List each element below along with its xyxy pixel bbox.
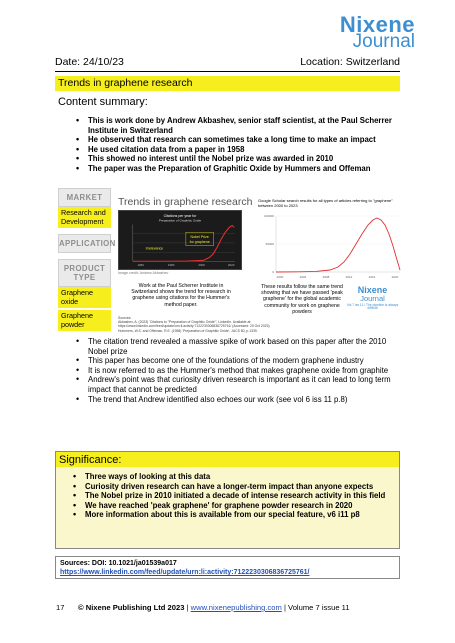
footer-website-link[interactable]: www.nixenepublishing.com (190, 603, 282, 612)
article-title: Trends in graphene research (55, 76, 400, 91)
footer-separator: | (281, 603, 289, 612)
significance-box (55, 451, 400, 549)
page-footer (56, 603, 401, 612)
list-item: • It is now referred to as the Hummer's method that makes graphene oxide from graphite (74, 366, 400, 376)
citations-chart (118, 210, 242, 270)
list-item: • He observed that research can sometimes take a long time to make an impact (74, 135, 400, 145)
small-logo-suffix: Journal (360, 294, 385, 303)
figure-sources (118, 316, 343, 333)
chart2-x-tick: 2020 (391, 275, 399, 279)
chart2-y-tick: 100000 (263, 214, 274, 218)
observation-list (74, 337, 400, 404)
chart2-x-tick: 2012 (345, 275, 353, 279)
classification-panel (58, 188, 116, 331)
chart1-annotation-right-2: for graphene (189, 239, 210, 244)
figure-source-line: Sources: (118, 316, 132, 320)
list-item: • The citation trend revealed a massive spike of work based on this paper after the 2010 Nobel prize (74, 337, 400, 356)
nixene-journal-logo (340, 14, 415, 51)
sources-box (55, 556, 400, 579)
chart1-x-tick: 1980 (167, 263, 175, 268)
footer-separator: | (184, 603, 191, 612)
small-logo-brand: Nixene (357, 285, 388, 295)
significance-list (71, 472, 397, 520)
figure-title: Trends in graphene research (118, 196, 253, 208)
product-type-header: PRODUCT TYPE (58, 259, 111, 287)
sources-doi: Sources: DOI: 10.1021/ja01539a017 (60, 560, 177, 567)
logo-suffix: Journal (352, 31, 415, 52)
chart2-x-tick: 2016 (368, 275, 376, 279)
chart2-caption: These results follow the same trend showing that we have passed 'peak graphene' for the global academic community for work on graphene powders (261, 284, 343, 315)
chart1-annotation-left: Irrelevance (145, 246, 164, 251)
list-item: • More information about this is available from our special feature, v6 i11 p8 (71, 510, 397, 520)
chart2-y-tick: 50000 (265, 242, 274, 246)
location-text: Location: Switzerland (300, 56, 400, 68)
list-item: • This showed no interest until the Nobel prize was awarded in 2010 (74, 154, 400, 164)
chart1-annotation-right-1: Nobel Prize (190, 235, 209, 240)
footer-issue: Volume 7 issue 11 (288, 603, 350, 612)
header-divider (55, 71, 400, 72)
footer-copyright: © Nixene Publishing Ltd 2023 (78, 603, 185, 612)
list-item: • He used citation data from a paper in 1958 (74, 145, 400, 155)
sources-link[interactable]: https://www.linkedin.com/feed/update/urn:li:activity:7122230306836725761/ (60, 569, 310, 576)
list-item: • Three ways of looking at this data (71, 472, 397, 482)
list-item: • This is work done by Andrew Akbashev, senior staff scientist, at the Paul Scherrer Institute in Switzerland (74, 116, 400, 135)
chart2-y-tick: 0 (272, 270, 274, 274)
market-value: Research and Development (58, 207, 111, 228)
small-logo (345, 286, 400, 310)
chart1-x-tick: 2000 (198, 263, 205, 268)
list-item: • This paper has become one of the foundations of the modern graphene industry (74, 356, 400, 366)
chart2-title: Google Scholar search results for all types of articles referring to "graphene" between 2000 to 2023 (258, 198, 393, 208)
date-location-bar (55, 56, 400, 70)
chart2-x-tick: 2004 (299, 275, 307, 279)
scholar-results-chart (258, 212, 403, 280)
product-value: Graphene oxide (58, 287, 111, 308)
market-header: MARKET (58, 188, 111, 207)
list-item: • Andrew's point was that curiosity driven research is important as it can lead to long term impact that cannot be predicted (74, 375, 400, 394)
chart2-x-tick: 2000 (276, 275, 284, 279)
chart2-x-tick: 2008 (322, 275, 330, 279)
list-item: • Curiosity driven research can have a longer-term impact than anyone expects (71, 482, 397, 492)
date-text: Date: 24/10/23 (55, 56, 124, 68)
content-summary-label: Content summary: (58, 96, 148, 108)
figure-source-line: Hummers, W.S. and Offeman, R.E. (1958) 'Preparation of Graphitic Oxide', JACS 80, p.1339. (118, 328, 258, 333)
list-item: • The paper was the Preparation of Graphitic Oxide by Hummers and Offeman (74, 164, 400, 174)
list-item: • The trend that Andrew identified also echoes our work (see vol 6 iss 11 p.8) (74, 395, 400, 405)
figure-source-line: https://www.linkedin.com/feed/update/urn:li:activity:7122230306836725761/ (Accessed: 20 Oct 2023). (118, 324, 271, 329)
list-item: • The Nobel prize in 2010 initiated a decade of intense research activity in this field (71, 491, 397, 501)
product-value: Graphene powder (58, 310, 111, 331)
summary-list (74, 116, 400, 174)
chart1-credit: Image credit: Andrew Akbashev (118, 271, 169, 275)
small-logo-sub: Vol 7 iss 11 / The pipeline is always difficult (346, 302, 399, 310)
chart1-caption: Work at the Paul Scherrer Institute in Switzerland shows the trend for research in graphene using citations for the Hummer's method paper. (131, 283, 231, 308)
logo-brand: Nixene (339, 12, 415, 37)
application-header: APPLICATION (58, 234, 111, 253)
figure-source-line: Akbashev, A. (2023) 'Citations to "Preparation of Graphitic Oxide"', LinkedIn. Available at: (118, 320, 252, 325)
list-item: • We have reached 'peak graphene' for graphene powder research in 2020 (71, 501, 397, 511)
chart1-x-tick: 1960 (137, 263, 144, 268)
chart1-heading-2: Preparation of Graphitic Oxide (158, 218, 202, 223)
chart1-x-tick: 2020 (227, 263, 235, 268)
significance-heading: Significance: (56, 452, 399, 467)
page-number: 17 (56, 603, 65, 612)
chart1-heading-1: Citations per year for (163, 213, 197, 218)
